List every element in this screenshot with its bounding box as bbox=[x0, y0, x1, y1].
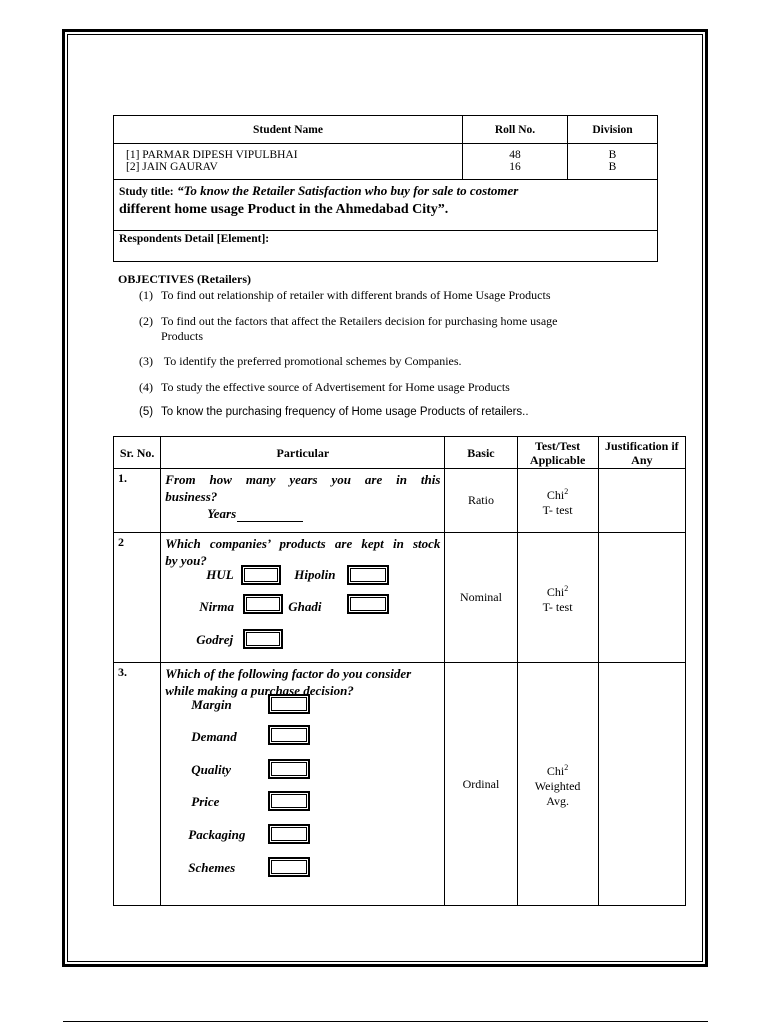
objectives-heading: OBJECTIVES (Retailers) bbox=[118, 272, 251, 286]
checkbox-godrej[interactable] bbox=[243, 629, 283, 649]
study-title-cell bbox=[114, 180, 658, 231]
checkbox-margin[interactable] bbox=[268, 694, 310, 714]
row-2-justification bbox=[598, 533, 685, 663]
option-schemes: Schemes bbox=[188, 860, 236, 875]
option-hipolin: Hipolin bbox=[294, 567, 336, 582]
footer-rule bbox=[63, 1021, 708, 1022]
student-rolls bbox=[463, 144, 568, 180]
header-student-name: Student Name bbox=[114, 116, 463, 144]
option-godrej: Godrej bbox=[196, 632, 234, 647]
row-1-years-blank[interactable] bbox=[237, 509, 303, 522]
student-roll-1: 48 bbox=[509, 149, 521, 161]
row-3-test bbox=[517, 663, 598, 906]
row-1-test-ttest: T- test bbox=[542, 502, 573, 517]
objective-2-text-cont: Products bbox=[161, 329, 203, 343]
checkbox-packaging[interactable] bbox=[268, 824, 310, 844]
student-name-2: [2] JAIN GAURAV bbox=[126, 161, 218, 173]
questionnaire-header bbox=[114, 437, 686, 469]
objective-4-num: (4) bbox=[139, 380, 153, 394]
row-3-test-chi: Chi bbox=[546, 763, 565, 778]
option-margin: Margin bbox=[191, 697, 232, 712]
row-1-test-sup: 2 bbox=[564, 486, 569, 496]
row-2-question-line2: by you? bbox=[165, 553, 207, 568]
row-3-test-weighted: Weighted bbox=[534, 778, 581, 793]
row-1-justification bbox=[598, 469, 685, 533]
row-3-test-sup: 2 bbox=[564, 762, 569, 772]
objective-1 bbox=[139, 288, 639, 303]
row-2-test-chi: Chi bbox=[546, 584, 565, 599]
objective-4 bbox=[139, 380, 639, 395]
objective-5-num: (5) bbox=[139, 406, 154, 418]
row-1-question-line2: business? bbox=[165, 489, 218, 504]
row-3-justification bbox=[598, 663, 685, 906]
objective-2-text: To find out the factors that affect the Retailers decision for purchasing home usage bbox=[161, 314, 558, 328]
row-2-test-ttest: T- test bbox=[542, 599, 573, 614]
row-1-question-line1: From how many years you are in this bbox=[165, 472, 441, 487]
respondents-row bbox=[114, 231, 658, 262]
header-justification: Justification if Any bbox=[598, 437, 685, 469]
row-3-basic: Ordinal bbox=[445, 663, 517, 906]
row-3-sr: 3. bbox=[114, 663, 161, 906]
student-table-header bbox=[114, 116, 658, 144]
checkbox-ghadi[interactable] bbox=[347, 594, 389, 614]
checkbox-hul[interactable] bbox=[241, 565, 281, 585]
header-basic: Basic bbox=[445, 437, 517, 469]
objective-3-num: (3) bbox=[139, 354, 153, 368]
row-1-basic: Ratio bbox=[445, 469, 517, 533]
row-1-test-chi: Chi bbox=[546, 487, 565, 502]
student-division-2: B bbox=[608, 161, 617, 173]
study-title-line1: “To know the Retailer Satisfaction who buy for sale to costomer bbox=[177, 183, 519, 198]
checkbox-hipolin[interactable] bbox=[347, 565, 389, 585]
study-title-row bbox=[114, 180, 658, 231]
row-1-sr: 1. bbox=[114, 469, 161, 533]
row-2-particular bbox=[161, 533, 445, 663]
option-price: Price bbox=[191, 794, 220, 809]
objective-4-text: To study the effective source of Advertisement for Home usage Products bbox=[161, 380, 510, 394]
checkbox-nirma[interactable] bbox=[243, 594, 283, 614]
row-3-question-line2: while making a purchase decision? bbox=[165, 683, 354, 698]
respondents-detail: Respondents Detail [Element]: bbox=[114, 231, 658, 262]
study-title bbox=[119, 182, 649, 219]
option-quality: Quality bbox=[191, 762, 232, 777]
student-rows bbox=[114, 144, 658, 180]
row-2-test bbox=[517, 533, 598, 663]
checkbox-price[interactable] bbox=[268, 791, 310, 811]
study-title-label: Study title: bbox=[119, 186, 174, 198]
objective-2 bbox=[139, 314, 639, 344]
row-2-test-sup: 2 bbox=[564, 583, 569, 593]
row-1-years bbox=[165, 505, 440, 522]
header-particular: Particular bbox=[161, 437, 445, 469]
option-demand: Demand bbox=[191, 729, 237, 744]
row-3-particular bbox=[161, 663, 445, 906]
row-3-question-line1: Which of the following factor do you consider bbox=[165, 666, 412, 681]
study-title-line2: different home usage Product in the Ahmedabad City”. bbox=[119, 202, 449, 217]
table-row bbox=[114, 663, 686, 906]
questionnaire-table bbox=[113, 436, 686, 906]
student-divisions bbox=[568, 144, 658, 180]
objective-2-num: (2) bbox=[139, 314, 153, 328]
objective-3 bbox=[139, 354, 639, 369]
row-2-sr: 2 bbox=[114, 533, 161, 663]
student-roll-2: 16 bbox=[509, 161, 521, 173]
option-packaging: Packaging bbox=[188, 827, 246, 842]
checkbox-demand[interactable] bbox=[268, 725, 310, 745]
table-row bbox=[114, 469, 686, 533]
header-test: Test/Test Applicable bbox=[517, 437, 598, 469]
objective-3-text: To identify the preferred promotional schemes by Companies. bbox=[161, 354, 462, 368]
objective-1-num: (1) bbox=[139, 288, 153, 302]
row-1-particular bbox=[161, 469, 445, 533]
row-3-test-avg: Avg. bbox=[546, 793, 569, 808]
checkbox-quality[interactable] bbox=[268, 759, 310, 779]
row-2-basic: Nominal bbox=[445, 533, 517, 663]
header-roll-no: Roll No. bbox=[463, 116, 568, 144]
objective-1-text: To find out relationship of retailer with different brands of Home Usage Products bbox=[161, 288, 551, 302]
row-1-years-label: Years bbox=[207, 506, 237, 521]
student-table bbox=[113, 115, 658, 262]
student-names bbox=[114, 144, 463, 180]
objective-5-text: To know the purchasing frequency of Home usage Products of retailers.. bbox=[161, 406, 529, 418]
header-sr-no: Sr. No. bbox=[114, 437, 161, 469]
row-2-question-line1: Which companies’ products are kept in stock bbox=[165, 536, 441, 551]
header-division: Division bbox=[568, 116, 658, 144]
row-1-test bbox=[517, 469, 598, 533]
checkbox-schemes[interactable] bbox=[268, 857, 310, 877]
student-division-1: B bbox=[608, 149, 617, 161]
option-hul: HUL bbox=[206, 567, 234, 582]
student-name-1: [1] PARMAR DIPESH VIPULBHAI bbox=[126, 149, 298, 161]
option-nirma: Nirma bbox=[199, 599, 234, 614]
objective-5 bbox=[139, 405, 639, 420]
option-ghadi: Ghadi bbox=[288, 599, 322, 614]
table-row bbox=[114, 533, 686, 663]
